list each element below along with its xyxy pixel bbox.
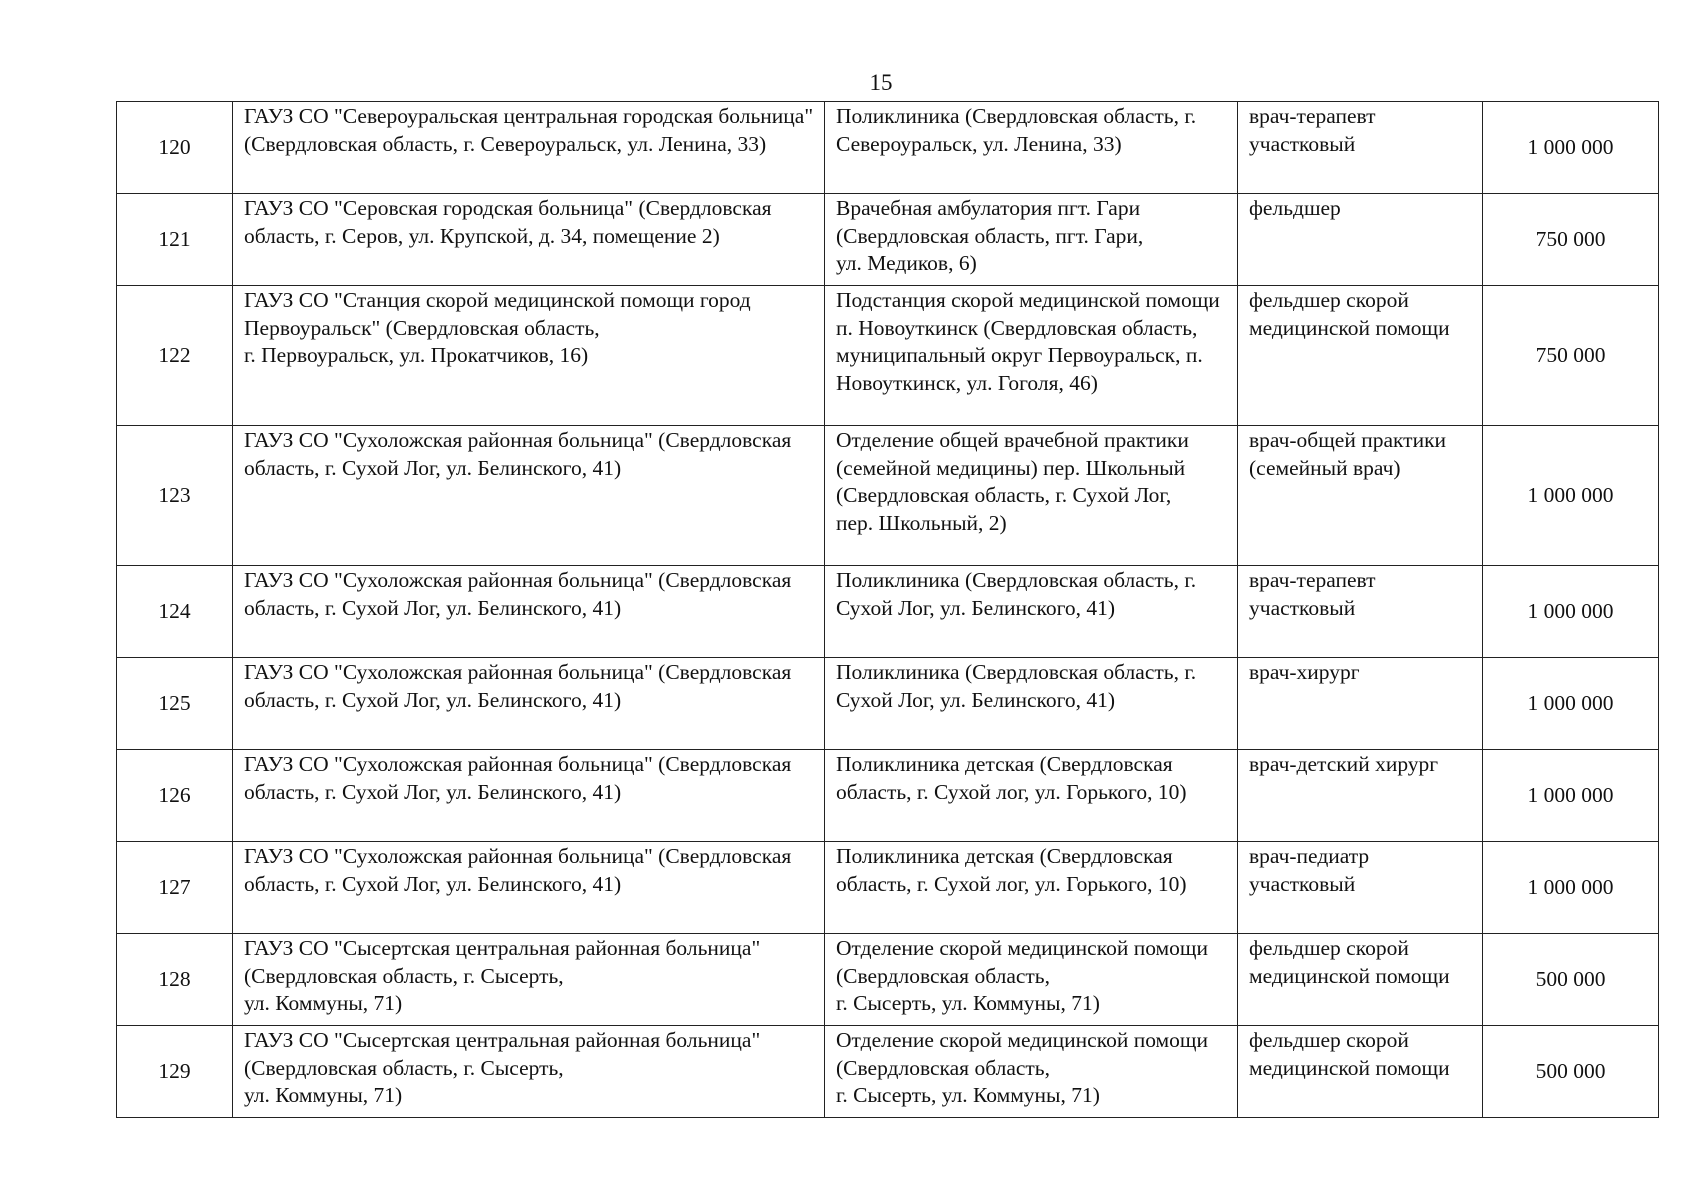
table-row: [117, 426, 1659, 566]
position-cell: фельдшер скорой медицинской помощи: [1238, 286, 1483, 426]
position-cell: фельдшер скорой медицинской помощи: [1238, 934, 1483, 1026]
row-number: 123: [117, 426, 233, 566]
amount-cell: 750 000: [1483, 286, 1659, 426]
page-number: 15: [869, 70, 893, 95]
institution-cell: ГАУЗ СО "Сухоложская районная больница" (Свердловская область, г. Сухой Лог, ул. Белинского, 41): [233, 842, 825, 934]
unit-cell: Подстанция скорой медицинской помощи п. Новоуткинск (Свердловская область, муниципальный округ Первоуральск, п. Новоуткинск, ул. Гоголя, 46): [825, 286, 1238, 426]
table-row: [117, 286, 1659, 426]
position-cell: врач-детский хирург: [1238, 750, 1483, 842]
row-number: 126: [117, 750, 233, 842]
row-number: 124: [117, 566, 233, 658]
table-row: [117, 934, 1659, 1026]
table-row: [117, 566, 1659, 658]
row-number: 120: [117, 102, 233, 194]
unit-cell: Отделение скорой медицинской помощи (Свердловская область, г. Сысерть, ул. Коммуны, 71): [825, 1026, 1238, 1118]
row-number: 127: [117, 842, 233, 934]
institution-cell: ГАУЗ СО "Сухоложская районная больница" (Свердловская область, г. Сухой Лог, ул. Белинского, 41): [233, 566, 825, 658]
unit-cell: Поликлиника детская (Свердловская область, г. Сухой лог, ул. Горького, 10): [825, 750, 1238, 842]
position-cell: врач-педиатр участковый: [1238, 842, 1483, 934]
position-cell: врач-терапевт участковый: [1238, 566, 1483, 658]
table-row: [117, 102, 1659, 194]
table-row: [117, 194, 1659, 286]
amount-cell: 500 000: [1483, 1026, 1659, 1118]
position-cell: врач-хирург: [1238, 658, 1483, 750]
position-cell: фельдшер: [1238, 194, 1483, 286]
amount-cell: 1 000 000: [1483, 658, 1659, 750]
position-cell: фельдшер скорой медицинской помощи: [1238, 1026, 1483, 1118]
unit-cell: Отделение скорой медицинской помощи (Свердловская область, г. Сысерть, ул. Коммуны, 71): [825, 934, 1238, 1026]
table-row: [117, 750, 1659, 842]
table-row: [117, 658, 1659, 750]
position-cell: врач-общей практики (семейный врач): [1238, 426, 1483, 566]
table-row: [117, 1026, 1659, 1118]
institution-cell: ГАУЗ СО "Североуральская центральная городская больница" (Свердловская область, г. Североуральск, ул. Ленина, 33): [233, 102, 825, 194]
unit-cell: Поликлиника (Свердловская область, г. Сухой Лог, ул. Белинского, 41): [825, 566, 1238, 658]
row-number: 125: [117, 658, 233, 750]
allocation-table: [116, 101, 1659, 1118]
unit-cell: Поликлиника (Свердловская область, г. Сухой Лог, ул. Белинского, 41): [825, 658, 1238, 750]
amount-cell: 500 000: [1483, 934, 1659, 1026]
amount-cell: 750 000: [1483, 194, 1659, 286]
row-number: 122: [117, 286, 233, 426]
institution-cell: ГАУЗ СО "Сысертская центральная районная больница" (Свердловская область, г. Сысерть, ул. Коммуны, 71): [233, 1026, 825, 1118]
institution-cell: ГАУЗ СО "Сухоложская районная больница" (Свердловская область, г. Сухой Лог, ул. Белинского, 41): [233, 426, 825, 566]
amount-cell: 1 000 000: [1483, 102, 1659, 194]
unit-cell: Поликлиника детская (Свердловская область, г. Сухой лог, ул. Горького, 10): [825, 842, 1238, 934]
amount-cell: 1 000 000: [1483, 566, 1659, 658]
unit-cell: Врачебная амбулатория пгт. Гари (Свердловская область, пгт. Гари, ул. Медиков, 6): [825, 194, 1238, 286]
institution-cell: ГАУЗ СО "Сухоложская районная больница" (Свердловская область, г. Сухой Лог, ул. Белинского, 41): [233, 658, 825, 750]
amount-cell: 1 000 000: [1483, 750, 1659, 842]
row-number: 121: [117, 194, 233, 286]
position-cell: врач-терапевт участковый: [1238, 102, 1483, 194]
amount-cell: 1 000 000: [1483, 426, 1659, 566]
row-number: 129: [117, 1026, 233, 1118]
institution-cell: ГАУЗ СО "Сысертская центральная районная больница" (Свердловская область, г. Сысерть, ул. Коммуны, 71): [233, 934, 825, 1026]
unit-cell: Отделение общей врачебной практики (семейной медицины) пер. Школьный (Свердловская область, г. Сухой Лог, пер. Школьный, 2): [825, 426, 1238, 566]
institution-cell: ГАУЗ СО "Сухоложская районная больница" (Свердловская область, г. Сухой Лог, ул. Белинского, 41): [233, 750, 825, 842]
institution-cell: ГАУЗ СО "Станция скорой медицинской помощи город Первоуральск" (Свердловская область, г. Первоуральск, ул. Прокатчиков, 16): [233, 286, 825, 426]
row-number: 128: [117, 934, 233, 1026]
unit-cell: Поликлиника (Свердловская область, г. Североуральск, ул. Ленина, 33): [825, 102, 1238, 194]
table-row: [117, 842, 1659, 934]
amount-cell: 1 000 000: [1483, 842, 1659, 934]
table-body: [117, 102, 1659, 1118]
institution-cell: ГАУЗ СО "Серовская городская больница" (Свердловская область, г. Серов, ул. Крупской, д. 34, помещение 2): [233, 194, 825, 286]
